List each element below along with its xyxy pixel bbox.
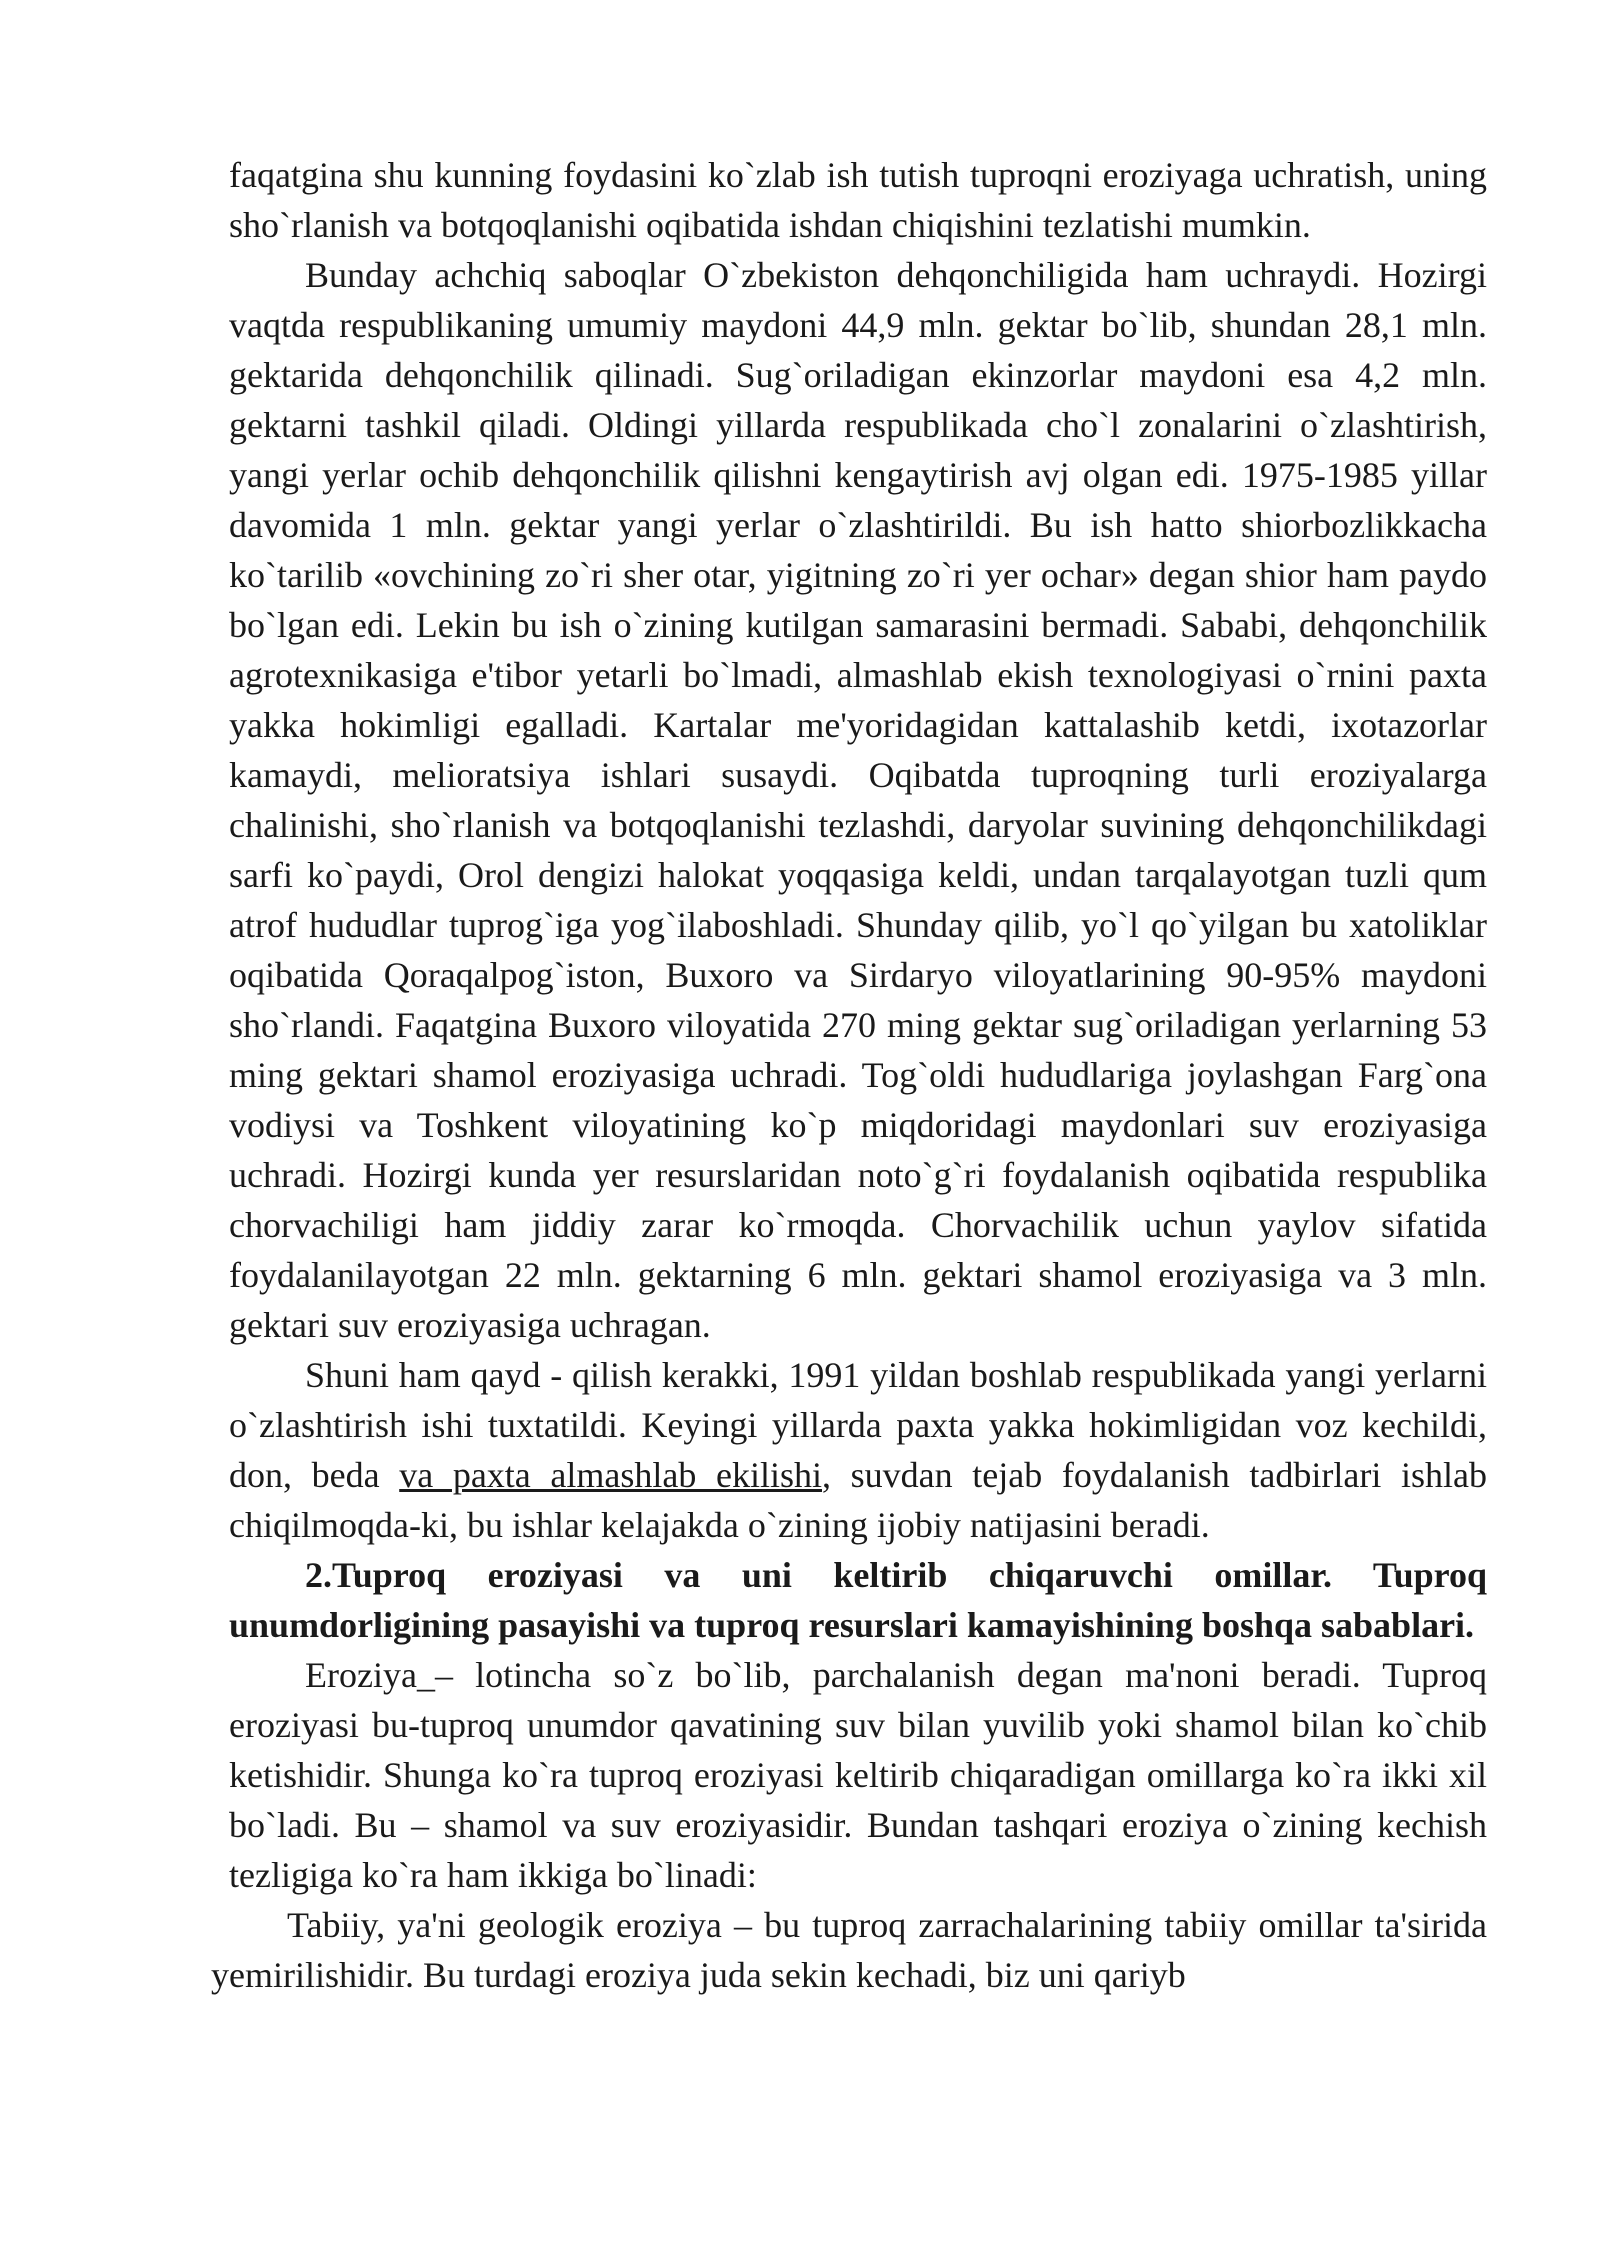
paragraph-erosion-definition: Eroziya_– lotincha so`z bo`lib, parchalanish degan ma'noni beradi. Tuproq eroziyasi bu-tuproq unumdor qavatining suv bilan yuvilib yoki shamol bilan ko`chib ketishidir. Shunga ko`ra tuproq eroziyasi keltirib chiqaradigan omillarga ko`ra ikki xil bo`ladi. Bu – shamol va suv eroziyasidir. Bundan tashqari eroziya o`zining kechish tezligiga ko`ra ham ikkiga bo`linadi: bbox=[229, 1655, 1487, 1895]
paragraph-natural-erosion: Tabiiy, ya'ni geologik eroziya – bu tuproq zarrachalarining tabiiy omillar ta'sirida yemirilishidir. Bu turdagi eroziya juda sekin kechadi, biz uni qariyb bbox=[211, 1905, 1487, 1995]
paragraph-reforms-text-end: , suvdan tejab foydalanish tadbirlari ishlab chiqilmoqda-ki, bu ishlar kelajakda o`zining ijobiy natijasini beradi. bbox=[229, 1455, 1487, 1545]
paragraph-intro-continuation: faqatgina shu kunning foydasini ko`zlab ish tutish tuproqni eroziyaga uchratish, uning sho`rlanish va botqoqlanishi oqibatida ishdan chiqishini tezlatishi mumkin. bbox=[229, 155, 1487, 245]
paragraph-reforms-text-start: Shuni ham qayd - qilish kerakki, 1991 yildan boshlab respublikada yangi yerlarni o`zlashtirish ishi tuxtatildi. Keyingi yillarda paxta yakka hokimligidan voz kechildi, don, beda bbox=[229, 1355, 1487, 1495]
section-heading-erosion: 2.Tuproq eroziyasi va uni keltirib chiqaruvchi omillar. Tuproq unumdorligining pasayishi va tuproq resurslari kamayishining boshqa sabablari. bbox=[229, 1555, 1487, 1645]
underlined-phrase: va paxta almashlab ekilishi bbox=[399, 1455, 822, 1495]
document-page bbox=[211, 150, 1487, 2000]
paragraph-uzbekistan-agriculture: Bunday achchiq saboqlar O`zbekiston dehqonchiligida ham uchraydi. Hozirgi vaqtda respublikaning umumiy maydoni 44,9 mln. gektar bo`lib, shundan 28,1 mln. gektarida dehqonchilik qilinadi. Sug`oriladigan ekinzorlar maydoni esa 4,2 mln. gektarni tashkil qiladi. Oldingi yillarda respublikada cho`l zonalarini o`zlashtirish, yangi yerlar ochib dehqonchilik qilishni kengaytirish avj olgan edi. 1975-1985 yillar davomida 1 mln. gektar yangi yerlar o`zlashtirildi. Bu ish hatto shiorbozlikkacha ko`tarilib «ovchining zo`ri sher otar, yigitning zo`ri yer ochar» degan shior ham paydo bo`lgan edi. Lekin bu ish o`zining kutilgan samarasini bermadi. Sababi, dehqonchilik agrotexnikasiga e'tibor yetarli bo`lmadi, almashlab ekish texnologiyasi o`rnini paxta yakka hokimligi egalladi. Kartalar me'yoridagidan kattalashib ketdi, ixotazorlar kamaydi, melioratsiya ishlari susaydi. Oqibatda tuproqning turli eroziyalarga chalinishi, sho`rlanish va botqoqlanishi tezlashdi, daryolar suvining dehqonchilikdagi sarfi ko`paydi, Orol dengizi halokat yoqqasiga keldi, undan tarqalayotgan tuzli qum atrof hududlar tuprog`iga yog`ilaboshladi. Shunday qilib, yo`l qo`yilgan bu xatoliklar oqibatida Qoraqalpog`iston, Buxoro va Sirdaryo viloyatlarining 90-95% maydoni sho`rlandi. Faqatgina Buxoro viloyatida 270 ming gektar sug`oriladigan yerlarning 53 ming gektari shamol eroziyasiga uchradi. Tog`oldi hududlariga joylashgan Farg`ona vodiysi va Toshkent viloyatining ko`p miqdoridagi maydonlari suv eroziyasiga uchradi. Hozirgi kunda yer resurslaridan noto`g`ri foydalanish oqibatida respublika chorvachiligi ham jiddiy zarar ko`rmoqda. Chorvachilik uchun yaylov sifatida foydalanilayotgan 22 mln. gektarning 6 mln. gektari shamol eroziyasiga va 3 mln. gektari suv eroziyasiga uchragan. bbox=[229, 255, 1487, 1345]
paragraph-reforms-since-1991 bbox=[229, 1350, 1487, 1550]
